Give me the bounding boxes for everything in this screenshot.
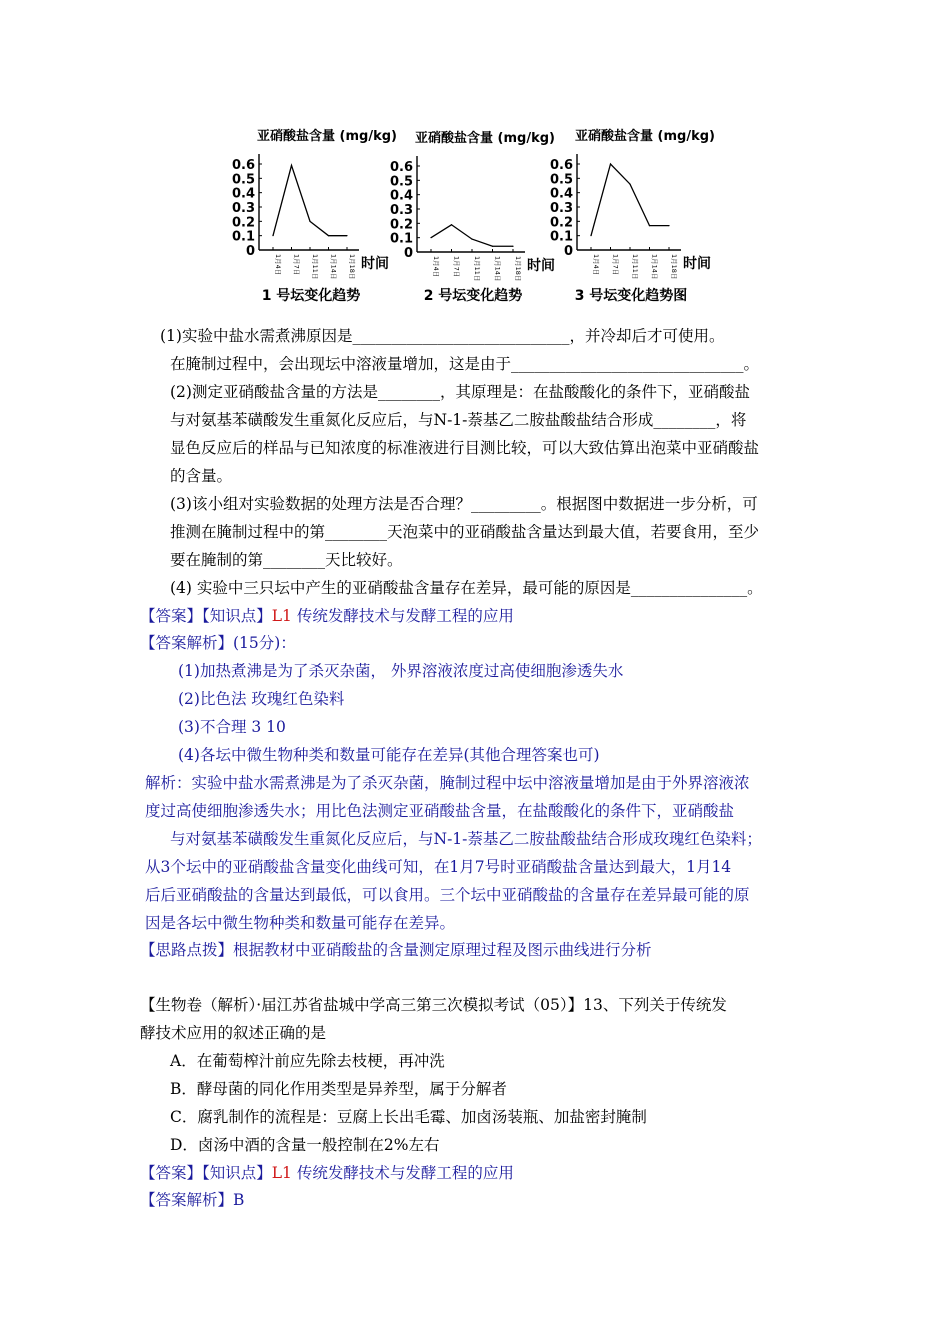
series-line xyxy=(273,165,347,235)
x-axis-label: 时间 xyxy=(683,256,711,272)
x-tick-label: 1月14日 xyxy=(493,256,502,282)
y-tick-label: 0 xyxy=(403,246,413,261)
y-tick-label: 0.1 xyxy=(549,229,573,245)
y-tick-label: 0.6 xyxy=(549,158,573,173)
text-line: A．在葡萄榨汁前应先除去枝梗，再冲洗 xyxy=(170,1052,445,1070)
text-line: C．腐乳制作的流程是：豆腐上长出毛霉、加卤汤装瓶、加盐密封腌制 xyxy=(170,1108,647,1126)
y-tick-label: 0 xyxy=(563,244,573,259)
data-point xyxy=(309,221,310,222)
text-segment: 【答案】【知识点】 xyxy=(140,1164,272,1182)
text-line: (2)测定亚硝酸盐含量的方法是________，其原理是：在盐酸酸化的条件下，亚硝酸盐 xyxy=(170,383,750,401)
text-line: (3)该小组对实验数据的处理方法是否合理？_________。根据图中数据进一步分析，可 xyxy=(170,495,758,513)
text-line: (1)实验中盐水需煮沸原因是____________________________，并冷却后才可使用。 xyxy=(160,327,725,345)
text-line: (4) 实验中三只坛中产生的亚硝酸盐含量存在差异，最可能的原因是_______________。 xyxy=(170,579,763,597)
text-segment: 【答案】【知识点】 xyxy=(140,607,272,625)
text-line: 【生物卷（解析）·届江苏省盐城中学高三第三次模拟考试（05）】13、下列关于传统发 xyxy=(140,996,727,1014)
text-line: 在腌制过程中，会出现坛中溶液量增加，这是由于______________________________。 xyxy=(170,355,760,373)
y-tick-label: 0.4 xyxy=(389,188,413,204)
y-tick-label: 0.6 xyxy=(231,158,255,173)
x-tick-label: 1月18日 xyxy=(348,254,356,280)
data-point xyxy=(328,235,329,236)
x-tick-label: 1月7日 xyxy=(292,254,301,276)
text-line: 【思路点拨】根据教材中亚硝酸盐的含量测定原理过程及图示曲线进行分析 xyxy=(140,941,652,959)
data-point xyxy=(590,235,591,236)
y-tick-label: 0.6 xyxy=(389,160,413,175)
x-tick-label: 1月18日 xyxy=(514,256,522,282)
text-line: (4)各坛中微生物种类和数量可能存在差异(其他合理答案也可) xyxy=(178,746,600,764)
series-line xyxy=(431,225,513,247)
x-tick-label: 1月18日 xyxy=(670,254,678,280)
y-tick-label: 0.5 xyxy=(389,174,413,190)
data-point xyxy=(629,183,630,184)
data-point xyxy=(346,235,347,236)
text-segment: L1 xyxy=(271,607,292,625)
y-tick-label: 0.4 xyxy=(549,186,573,202)
data-point xyxy=(451,224,452,225)
text-line: 与对氨基苯磺酸发生重氮化反应后，与N-1-萘基乙二胺盐酸盐结合形成玫瑰红色染料； xyxy=(170,830,762,848)
text-line: 度过高使细胞渗透失水；用比色法测定亚硝酸盐含量，在盐酸酸化的条件下，亚硝酸盐 xyxy=(145,802,735,820)
text-line: 酵技术应用的叙述正确的是 xyxy=(140,1024,327,1042)
y-tick-label: 0 xyxy=(245,244,255,259)
y-tick-label: 0.3 xyxy=(549,201,573,216)
data-point xyxy=(610,163,611,164)
y-tick-label: 0.5 xyxy=(231,172,255,188)
x-tick-label: 1月11日 xyxy=(473,256,481,282)
y-tick-label: 0.2 xyxy=(389,217,413,233)
x-tick-label: 1月7日 xyxy=(452,256,461,278)
chart-title: 1 号坛变化趋势 xyxy=(261,288,361,304)
y-tick-label: 0.3 xyxy=(389,203,413,218)
text-segment: 传统发酵技术与发酵工程的应用 xyxy=(291,1164,514,1182)
data-point xyxy=(430,237,431,238)
y-tick-label: 0.1 xyxy=(231,229,255,245)
x-axis-label: 时间 xyxy=(361,256,389,272)
text-line: 与对氨基苯磺酸发生重氮化反应后，与N-1-萘基乙二胺盐酸盐结合形成________，将 xyxy=(170,411,747,429)
y-tick-label: 0.1 xyxy=(389,231,413,247)
x-tick-label: 1月4日 xyxy=(432,256,440,278)
x-tick-label: 1月7日 xyxy=(611,254,620,276)
text-line: 的含量。 xyxy=(170,467,233,485)
y-axis-label: 亚硝酸盐含量 (mg/kg) xyxy=(415,131,555,146)
text-line: D．卤汤中酒的含量一般控制在2%左右 xyxy=(170,1136,440,1154)
data-point xyxy=(471,239,472,240)
data-point xyxy=(649,225,650,226)
y-tick-label: 0.5 xyxy=(549,172,573,188)
series-line xyxy=(591,164,669,236)
text-line: 从3个坛中的亚硝酸盐含量变化曲线可知，在1月7号时亚硝酸盐含量达到最大，1月14 xyxy=(145,858,732,876)
text-line: 解析：实验中盐水需煮沸是为了杀灭杂菌，腌制过程中坛中溶液量增加是由于外界溶液浓 xyxy=(145,774,750,792)
y-axis-label: 亚硝酸盐含量 (mg/kg) xyxy=(257,129,397,144)
y-tick-label: 0.2 xyxy=(231,215,255,231)
text-segment: L1 xyxy=(271,1164,292,1182)
y-tick-label: 0.3 xyxy=(231,201,255,216)
data-point xyxy=(668,225,669,226)
chart-title: 2 号坛变化趋势 xyxy=(423,288,523,304)
text-line xyxy=(140,1163,514,1183)
data-point xyxy=(272,235,273,236)
text-line: 显色反应后的样品与已知浓度的标准液进行目测比较，可以大致估算出泡菜中亚硝酸盐 xyxy=(170,439,760,457)
text-line: 要在腌制的第________天比较好。 xyxy=(170,551,403,569)
x-tick-label: 1月14日 xyxy=(650,254,659,280)
text-line xyxy=(140,606,514,626)
y-axis-label: 亚硝酸盐含量 (mg/kg) xyxy=(575,129,715,144)
chart-title: 3 号坛变化趋势图 xyxy=(574,288,688,304)
x-axis-label: 时间 xyxy=(527,258,555,274)
nitrite-charts xyxy=(225,122,735,307)
y-tick-label: 0.4 xyxy=(231,186,255,202)
text-line: (3)不合理 3 10 xyxy=(178,718,286,736)
x-tick-label: 1月14日 xyxy=(329,254,338,280)
text-line: 因是各坛中微生物种类和数量可能存在差异。 xyxy=(145,914,456,932)
data-point xyxy=(291,165,292,166)
x-tick-label: 1月11日 xyxy=(631,254,639,280)
text-line: 推测在腌制过程中的第________天泡菜中的亚硝酸盐含量达到最大值，若要食用，至少 xyxy=(170,523,760,541)
text-line: B．酵母菌的同化作用类型是异养型，属于分解者 xyxy=(170,1080,507,1098)
data-point xyxy=(492,246,493,247)
nitrite-line-charts xyxy=(225,122,735,307)
text-line: (2)比色法 玫瑰红色染料 xyxy=(178,690,345,708)
text-line: (1)加热煮沸是为了杀灭杂菌， 外界溶液浓度过高使细胞渗透失水 xyxy=(178,662,624,680)
data-point xyxy=(512,246,513,247)
y-tick-label: 0.2 xyxy=(549,215,573,231)
text-line: 【答案解析】B xyxy=(140,1191,245,1209)
x-tick-label: 1月11日 xyxy=(311,254,319,280)
x-tick-label: 1月4日 xyxy=(274,254,282,276)
x-tick-label: 1月4日 xyxy=(592,254,600,276)
text-line: 后后亚硝酸盐的含量达到最低，可以食用。三个坛中亚硝酸盐的含量存在差异最可能的原 xyxy=(145,886,750,904)
text-segment: 传统发酵技术与发酵工程的应用 xyxy=(291,607,514,625)
text-line: 【答案解析】(15分)： xyxy=(140,634,296,652)
